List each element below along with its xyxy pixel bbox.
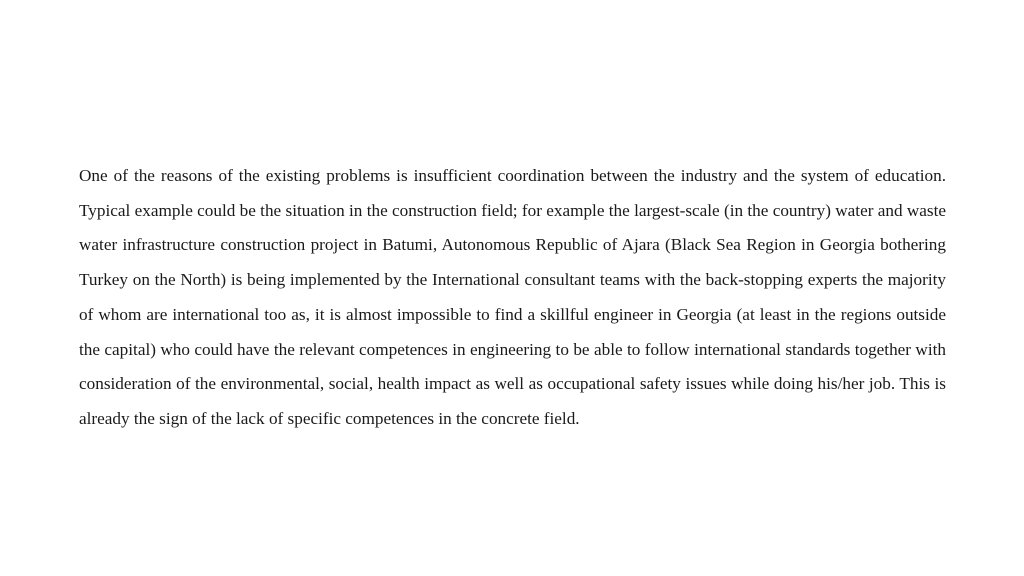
- body-paragraph: One of the reasons of the existing problems is insufficient coordination between the industry and the system of education. Typical example could be the situation in the construction field; for example the largest-scale (in the country) water and waste water infrastructure construction project in Batumi, Autonomous Republic of Ajara (Black Sea Region in Georgia bothering Turkey on the North) is being implemented by the International consultant teams with the back-stopping experts the majority of whom are international too as, it is almost impossible to find a skillful engineer in Georgia (at least in the regions outside the capital) who could have the relevant competences in engineering to be able to follow international standards together with consideration of the environmental, social, health impact as well as occupational safety issues while doing his/her job. This is already the sign of the lack of specific competences in the concrete field.: [79, 166, 946, 428]
